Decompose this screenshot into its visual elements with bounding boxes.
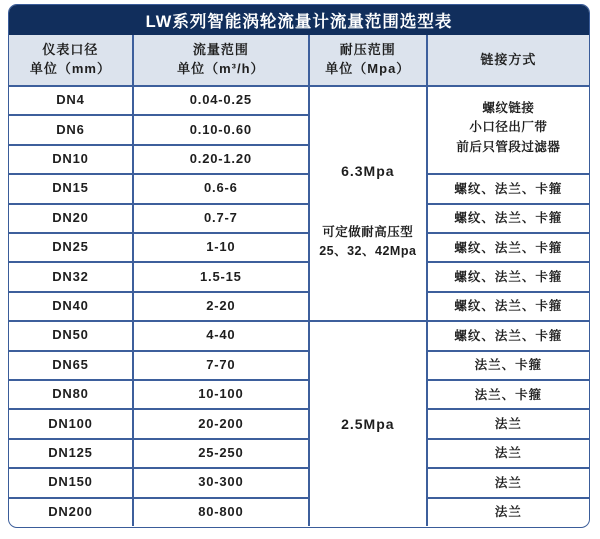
cell-dn: DN4: [9, 87, 132, 114]
cell-flow-range: 80-800: [134, 499, 308, 526]
connection-small-line1: 螺纹链接: [482, 101, 535, 115]
cell-flow-range: 0.6-6: [134, 175, 308, 202]
cell-flow-range: 25-250: [134, 440, 308, 467]
header-connection: [428, 35, 589, 85]
cell-dn: DN20: [9, 205, 132, 232]
connection-cell: 法兰: [428, 410, 589, 437]
cell-dn: DN65: [9, 352, 132, 379]
pressure-high-note-line2: 25、32、42Mpa: [319, 243, 417, 258]
cell-dn: DN100: [9, 410, 132, 437]
cell-flow-range: 1.5-15: [134, 263, 308, 290]
cell-flow-range: 0.7-7: [134, 205, 308, 232]
cell-flow-range: 1-10: [134, 234, 308, 261]
connection-cell: 螺纹、法兰、卡箍: [428, 175, 589, 202]
header-connection-name: 链接方式: [480, 51, 537, 67]
header-pressure-name: 耐压范围: [339, 42, 396, 58]
cell-flow-range: 10-100: [134, 381, 308, 408]
cell-flow-range: 30-300: [134, 469, 308, 496]
header-flow-range: [134, 35, 308, 85]
cell-dn: DN40: [9, 293, 132, 320]
cell-flow-range: 7-70: [134, 352, 308, 379]
connection-cell-small-bore: [428, 87, 589, 173]
cell-dn: DN6: [9, 116, 132, 143]
cell-flow-range: 0.20-1.20: [134, 146, 308, 173]
cell-flow-range: 2-20: [134, 293, 308, 320]
connection-cell: 螺纹、法兰、卡箍: [428, 205, 589, 232]
cell-dn: DN50: [9, 322, 132, 349]
selection-table-card: [8, 4, 590, 528]
table-title: LW系列智能涡轮流量计流量范围选型表: [9, 5, 589, 35]
connection-small-line3: 前后只管段过滤器: [456, 139, 561, 154]
connection-cell: 法兰: [428, 499, 589, 526]
header-pressure: [310, 35, 426, 85]
header-pressure-unit: 单位（Mpa）: [325, 61, 411, 76]
pressure-high-value: 6.3Mpa: [341, 162, 395, 179]
cell-dn: DN150: [9, 469, 132, 496]
header-diameter: [9, 35, 132, 85]
connection-cell: 法兰: [428, 469, 589, 496]
connection-small-line2: 小口径出厂带: [469, 120, 548, 135]
header-flow-range-name: 流量范围: [192, 42, 249, 58]
cell-dn: DN15: [9, 175, 132, 202]
connection-cell: 法兰、卡箍: [428, 381, 589, 408]
cell-flow-range: 0.04-0.25: [134, 87, 308, 114]
pressure-high-note: [319, 223, 416, 261]
pressure-high-note-line1: 可定做耐高压型: [322, 224, 414, 239]
header-flow-range-unit: 单位（m³/h）: [177, 61, 265, 76]
selection-table: [9, 35, 589, 526]
cell-dn: DN125: [9, 440, 132, 467]
connection-cell: 螺纹、法兰、卡箍: [428, 234, 589, 261]
pressure-low-value: 2.5Mpa: [341, 415, 395, 432]
connection-cell: 螺纹、法兰、卡箍: [428, 263, 589, 290]
cell-flow-range: 20-200: [134, 410, 308, 437]
cell-dn: DN32: [9, 263, 132, 290]
cell-dn: DN25: [9, 234, 132, 261]
connection-cell: 法兰、卡箍: [428, 352, 589, 379]
pressure-cell-low: [310, 322, 426, 526]
cell-dn: DN200: [9, 499, 132, 526]
pressure-cell-high: [310, 87, 426, 320]
cell-dn: DN10: [9, 146, 132, 173]
cell-flow-range: 4-40: [134, 322, 308, 349]
cell-dn: DN80: [9, 381, 132, 408]
header-diameter-unit: 单位（mm）: [29, 61, 111, 76]
connection-cell: 螺纹、法兰、卡箍: [428, 322, 589, 349]
connection-cell: 法兰: [428, 440, 589, 467]
connection-cell: 螺纹、法兰、卡箍: [428, 293, 589, 320]
cell-flow-range: 0.10-0.60: [134, 116, 308, 143]
header-diameter-name: 仪表口径: [42, 42, 99, 58]
